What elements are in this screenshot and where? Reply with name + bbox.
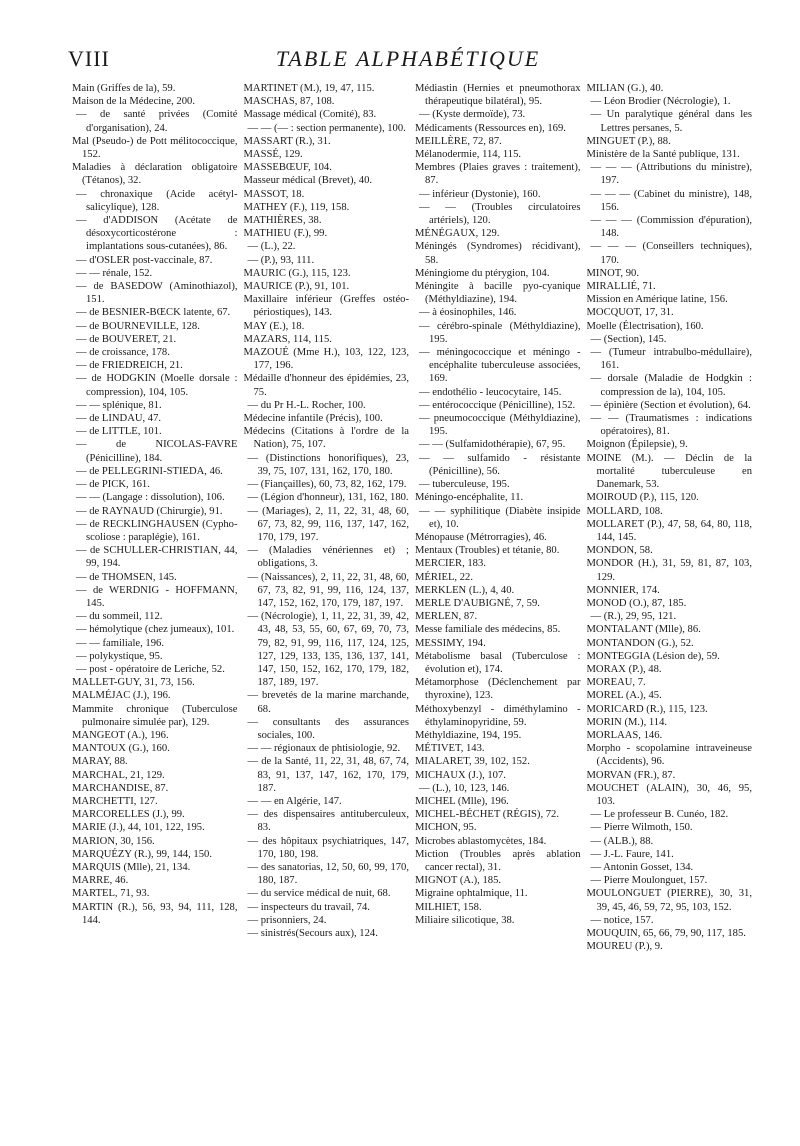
- index-entry: — de PELLEGRINI-STIEDA, 46.: [76, 465, 223, 477]
- index-entry: MILHIET, 158.: [415, 901, 482, 913]
- index-entry: — — sulfamido - résistante (Pénicilline), 56.: [419, 452, 581, 477]
- index-entry: — Antonin Gosset, 134.: [590, 861, 694, 873]
- index-column-4: [587, 82, 753, 1132]
- index-entry: — inspecteurs du travail, 74.: [247, 901, 370, 913]
- index-entry: Médiastin (Hernies et pneumothorax thérapeutique bilatéral), 95.: [415, 83, 581, 108]
- index-entry: MARCHANDISE, 87.: [72, 782, 169, 794]
- index-entry: — de WERDNIG - HOFFMANN, 145.: [76, 584, 238, 609]
- index-entry: — à éosinophiles, 146.: [419, 307, 517, 319]
- index-entry: MASSEBŒUF, 104.: [243, 162, 332, 174]
- index-entry: — (R.), 29, 95, 121.: [590, 611, 677, 623]
- index-entry: — (Maladies vénériennes et) ; obligations, 3.: [247, 545, 409, 570]
- index-entry: MOUCHET (ALAIN), 30, 46, 95, 103.: [586, 782, 752, 807]
- index-entry: MARQUÉZY (R.), 99, 144, 150.: [72, 848, 212, 860]
- index-entry: MILIAN (G.), 40.: [586, 83, 664, 94]
- index-entry: Médecine infantile (Précis), 100.: [243, 413, 383, 425]
- index-entry: MARION, 30, 156.: [72, 835, 155, 847]
- index-entry: MOIROUD (P.), 115, 120.: [586, 492, 699, 504]
- index-entry: MANGEOT (A.), 196.: [72, 729, 169, 741]
- index-entry: — — (Traumatismes : indications opératoires), 81.: [590, 413, 752, 438]
- running-title: TABLE ALPHABÉTIQUE: [275, 46, 541, 71]
- index-entry: Miliaire silicotique, 38.: [415, 914, 515, 926]
- index-entry: — (Distinctions honorifiques), 23, 39, 75, 107, 131, 162, 170, 180.: [247, 452, 409, 477]
- index-entry: Ministère de la Santé publique, 131.: [586, 149, 740, 161]
- index-entry: — — — (Attributions du ministre), 197.: [590, 162, 752, 187]
- index-entry: — épinière (Section et évolution), 64.: [590, 399, 751, 411]
- index-entry: MAZOUÉ (Mme H.), 103, 122, 123, 177, 196.: [243, 347, 409, 372]
- index-entry: MOCQUOT, 17, 31.: [586, 307, 674, 319]
- index-entry: — dorsale (Maladie de Hodgkin : compression de la), 104, 105.: [590, 373, 752, 398]
- index-entry: — Pierre Moulonguet, 157.: [590, 875, 708, 887]
- index-entry: MÉNÉGAUX, 129.: [415, 228, 500, 240]
- index-entry: MOUQUIN, 65, 66, 79, 90, 117, 185.: [586, 928, 746, 939]
- index-entry: MONNIER, 174.: [586, 584, 660, 596]
- index-entry: — (Section), 145.: [590, 333, 667, 345]
- index-entry: MANTOUX (G.), 160.: [72, 743, 170, 755]
- index-entry: MIRALLIÉ, 71.: [586, 281, 656, 293]
- index-entry: — (Fiançailles), 60, 73, 82, 162, 179.: [247, 479, 407, 491]
- index-entry: — de THOMSEN, 145.: [76, 571, 177, 583]
- index-entry: — pneumococcique (Méthyldiazine), 195.: [419, 413, 581, 438]
- index-entry: MARTEL, 71, 93.: [72, 888, 150, 900]
- index-entry: MÉRIEL, 22.: [415, 571, 473, 583]
- index-entry: — de HODGKIN (Moelle dorsale : compression), 104, 105.: [76, 373, 238, 398]
- index-entry: — — régionaux de phtisiologie, 92.: [247, 743, 401, 755]
- index-entry: — du Pr H.-L. Rocher, 100.: [247, 399, 366, 411]
- index-entry: — inférieur (Dystonie), 160.: [419, 188, 541, 200]
- index-entry: Métamorphose (Déclenchement par thyroxine), 123.: [415, 677, 581, 702]
- index-entry: — de santé privées (Comité d'organisation), 24.: [76, 109, 238, 134]
- index-entry: — de croissance, 178.: [76, 347, 170, 359]
- index-entry: Mentaux (Troubles) et tétanie, 80.: [415, 545, 560, 557]
- index-entry: MAY (E.), 18.: [243, 320, 305, 332]
- index-entry: — méningococcique et méningo - encéphalite tuberculeuse associées, 169.: [419, 347, 581, 385]
- index-entry: Métabolisme basal (Tuberculose : évolution et), 174.: [415, 650, 581, 675]
- index-entry: Maladies à déclaration obligatoire (Tétanos), 32.: [72, 162, 238, 187]
- index-entry: MAURIC (G.), 115, 123.: [243, 267, 351, 279]
- index-entry: — — familiale, 196.: [76, 637, 164, 649]
- index-entry: MOLLARD, 108.: [586, 505, 663, 517]
- index-entry: — de FRIEDREICH, 21.: [76, 360, 183, 372]
- index-entry: — consultants des assurances sociales, 100.: [247, 716, 409, 741]
- index-column-3: [415, 82, 581, 1132]
- index-entry: — — (Sulfamidothérapie), 67, 95.: [419, 439, 566, 451]
- index-entry: MAZARS, 114, 115.: [243, 333, 332, 345]
- index-entry: MAURICE (P.), 91, 101.: [243, 281, 350, 293]
- index-entry: MONTEGGIA (Lésion de), 59.: [586, 650, 720, 662]
- index-entry: MALMÉJAC (J.), 196.: [72, 690, 171, 702]
- index-entry: MATHEY (F.), 119, 158.: [243, 201, 350, 213]
- index-entry: — Le professeur B. Cunéo, 182.: [590, 809, 729, 821]
- index-entry: MASSOT, 18.: [243, 188, 305, 200]
- index-entry: — de RAYNAUD (Chirurgie), 91.: [76, 505, 223, 517]
- index-entry: MINOT, 90.: [586, 267, 639, 279]
- index-entry: — sinistrés(Secours aux), 124.: [247, 928, 378, 939]
- index-entry: MICHAUX (J.), 107.: [415, 769, 506, 781]
- index-entry: — des dispensaires antituberculeux, 83.: [247, 809, 409, 834]
- index-entry: Mélanodermie, 114, 115.: [415, 149, 522, 161]
- index-entry: — (Tumeur intrabulbo-médullaire), 161.: [590, 347, 752, 372]
- index-entry: Mission en Amérique latine, 156.: [586, 294, 728, 306]
- index-entry: — endothélio - leucocytaire, 145.: [419, 386, 562, 398]
- index-entry: MICHON, 95.: [415, 822, 477, 834]
- index-entry: MERLEN, 87.: [415, 611, 478, 623]
- index-entry: Méningo-encéphalite, 11.: [415, 492, 524, 504]
- index-entry: MASCHAS, 87, 108.: [243, 96, 335, 108]
- index-entry: MALLET-GUY, 31, 73, 156.: [72, 677, 195, 689]
- index-entry: MERCIER, 183.: [415, 558, 486, 570]
- index-entry: — (Nécrologie), 1, 11, 22, 31, 39, 42, 43, 48, 53, 55, 60, 67, 69, 70, 73, 79, 82, 91, 99, 116, 117, 124, 125, 127, 129, 133, 135, 136, 137, 141, 147, 150, 152, 162, 170, 179, 182, 187, 189, 197.: [247, 611, 409, 689]
- index-entry: — Pierre Wilmoth, 150.: [590, 822, 693, 834]
- index-entry: MONOD (O.), 87, 185.: [586, 597, 687, 609]
- index-entry: MARRE, 46.: [72, 875, 129, 887]
- index-entry: — prisonniers, 24.: [247, 914, 327, 926]
- index-entry: Méningiome du ptérygion, 104.: [415, 267, 550, 279]
- index-entry: Microbes ablastomycètes, 184.: [415, 835, 547, 847]
- index-entry: — de BASEDOW (Aminothiazol), 151.: [76, 281, 238, 306]
- page-header: [68, 46, 748, 80]
- index-entry: — de PICK, 161.: [76, 479, 150, 491]
- index-entry: — — — (Cabinet du ministre), 148, 156.: [590, 188, 752, 213]
- index-entry: — (P.), 93, 111.: [247, 254, 315, 266]
- index-entry: Maison de la Médecine, 200.: [72, 96, 195, 108]
- index-entry: Mammite chronique (Tuberculose pulmonaire simulée par), 129.: [72, 703, 238, 728]
- index-entry: MOUREU (P.), 9.: [586, 941, 663, 953]
- index-entry: Massage médical (Comité), 83.: [243, 109, 377, 121]
- index-entry: — hémolytique (chez jumeaux), 101.: [76, 624, 235, 636]
- index-entry: — notice, 157.: [590, 914, 654, 926]
- index-entry: MARTINET (M.), 19, 47, 115.: [243, 83, 375, 94]
- index-columns: [72, 82, 752, 1132]
- index-entry: MARIE (J.), 44, 101, 122, 195.: [72, 822, 205, 834]
- index-entry: MARCORELLES (J.), 99.: [72, 809, 185, 821]
- index-entry: — de RECKLINGHAUSEN (Cypho-scoliose : paraplégie), 161.: [76, 518, 238, 543]
- page-number: VIII: [68, 46, 110, 71]
- index-entry: — des hôpitaux psychiatriques, 147, 170, 180, 198.: [247, 835, 409, 860]
- index-entry: MASSÉ, 129.: [243, 149, 303, 161]
- index-entry: — — en Algérie, 147.: [247, 795, 342, 807]
- index-entry: — — (Troubles circulatoires artériels), 120.: [419, 201, 581, 227]
- index-entry: Ménopause (Métrorragies), 46.: [415, 531, 547, 543]
- index-entry: — de LITTLE, 101.: [76, 426, 162, 438]
- index-entry: — entérococcique (Pénicilline), 152.: [419, 399, 576, 411]
- index-entry: Main (Griffes de la), 59.: [72, 83, 176, 94]
- index-entry: — de la Santé, 11, 22, 31, 48, 67, 74, 83, 91, 137, 147, 162, 170, 179, 187.: [247, 756, 409, 794]
- index-entry: MICHEL-BÉCHET (RÉGIS), 72.: [415, 809, 559, 821]
- index-entry: — J.-L. Faure, 141.: [590, 848, 674, 860]
- index-entry: — (ALB.), 88.: [590, 835, 654, 847]
- index-entry: MARQUIS (Mlle), 21, 134.: [72, 861, 191, 873]
- index-entry: MORIN (M.), 114.: [586, 716, 668, 728]
- index-entry: MOREAU, 7.: [586, 677, 646, 689]
- index-entry: — de LINDAU, 47.: [76, 413, 162, 425]
- index-entry: Médicaments (Ressources en), 169.: [415, 122, 566, 134]
- index-entry: MARTIN (R.), 56, 93, 94, 111, 128, 144.: [72, 901, 238, 926]
- index-entry: Membres (Plaies graves : traitement), 87.: [415, 162, 581, 187]
- index-entry: MATHIEU (F.), 99.: [243, 228, 328, 240]
- index-entry: MASSART (R.), 31.: [243, 135, 331, 147]
- index-entry: — de NICOLAS-FAVRE (Pénicilline), 184.: [76, 439, 238, 464]
- index-entry: Miction (Troubles après ablation cancer rectal), 31.: [415, 848, 581, 873]
- index-entry: — de BOURNEVILLE, 128.: [76, 320, 200, 332]
- index-entry: Masseur médical (Brevet), 40.: [243, 175, 373, 187]
- index-entry: MIGNOT (A.), 185.: [415, 875, 502, 887]
- index-entry: Méningés (Syndromes) récidivant), 58.: [415, 241, 581, 266]
- index-entry: — (L.), 10, 123, 146.: [419, 782, 510, 794]
- index-entry: Moelle (Électrisation), 160.: [586, 320, 704, 332]
- index-entry: MOLLARET (P.), 47, 58, 64, 80, 118, 144, 145.: [586, 518, 752, 543]
- index-entry: Médaille d'honneur des épidémies, 23, 75.: [243, 373, 409, 398]
- index-entry: — du sommeil, 112.: [76, 611, 163, 623]
- index-entry: — de SCHULLER-CHRISTIAN, 44, 99, 194.: [76, 545, 238, 570]
- index-entry: — d'ADDISON (Acétate de désoxycorticostérone : implantations sous-cutanées), 86.: [76, 215, 238, 253]
- index-entry: — — — (Conseillers techniques), 170.: [590, 241, 752, 266]
- index-entry: — (L.), 22.: [247, 241, 296, 253]
- index-entry: MARCHETTI, 127.: [72, 795, 158, 807]
- index-entry: — cérébro-spinale (Méthyldiazine), 195.: [419, 320, 581, 345]
- index-entry: — — (Langage : dissolution), 106.: [76, 492, 225, 504]
- index-entry: MOINE (M.). — Déclin de la mortalité tuberculeuse en Danemark, 53.: [586, 452, 752, 491]
- index-entry: — brevetés de la marine marchande, 68.: [247, 690, 409, 715]
- index-entry: Maxillaire inférieur (Greffes ostéo-périostiques), 143.: [243, 294, 409, 319]
- index-entry: — (Kyste dermoïde), 73.: [419, 109, 526, 121]
- index-entry: MORVAN (FR.), 87.: [586, 769, 676, 781]
- index-entry: MONDON, 58.: [586, 545, 653, 557]
- index-entry: Migraine ophtalmique, 11.: [415, 888, 528, 900]
- index-entry: MEILLÈRE, 72, 87.: [415, 135, 502, 147]
- index-entry: — Un paralytique général dans les Lettres persanes, 5.: [590, 109, 752, 134]
- index-entry: — Léon Brodier (Nécrologie), 1.: [590, 96, 731, 108]
- index-entry: — de BESNIER-BŒCK latente, 67.: [76, 307, 231, 319]
- index-entry: MATHIÈRES, 38.: [243, 215, 322, 227]
- index-entry: — — — (Commission d'épuration), 148.: [590, 215, 752, 240]
- index-entry: — — splénique, 81.: [76, 399, 162, 411]
- index-entry: Morpho - scopolamine intraveineuse (Accidents), 96.: [586, 743, 752, 768]
- index-entry: MONDOR (H.), 31, 59, 81, 87, 103, 129.: [586, 558, 752, 583]
- index-entry: MORLAAS, 146.: [586, 729, 663, 741]
- index-entry: MORAX (P.), 48.: [586, 663, 662, 675]
- index-entry: — (Légion d'honneur), 131, 162, 180.: [247, 492, 409, 504]
- index-entry: Messe familiale des médecins, 85.: [415, 624, 561, 636]
- index-entry: — post - opératoire de Leriche, 52.: [76, 663, 225, 675]
- index-entry: Méthyldiazine, 194, 195.: [415, 729, 522, 741]
- index-entry: — du service médical de nuit, 68.: [247, 888, 391, 900]
- index-entry: MONTANDON (G.), 52.: [586, 637, 694, 649]
- index-entry: — des sanatorias, 12, 50, 60, 99, 170, 180, 187.: [247, 861, 409, 887]
- index-entry: MINGUET (P.), 88.: [586, 135, 671, 147]
- index-entry: — (Mariages), 2, 11, 22, 31, 48, 60, 67, 73, 82, 99, 116, 137, 147, 162, 170, 179, 197.: [247, 505, 409, 543]
- index-entry: — — (— : section permanente), 100.: [247, 122, 406, 134]
- index-entry: — tuberculeuse, 195.: [419, 479, 510, 491]
- index-entry: MONTALANT (Mlle), 86.: [586, 624, 701, 636]
- index-entry: — de BOUVERET, 21.: [76, 333, 177, 345]
- index-entry: Médecins (Citations à l'ordre de la Nation), 75, 107.: [243, 426, 409, 451]
- index-entry: MICHEL (Mlle), 196.: [415, 795, 509, 807]
- index-entry: MOULONGUET (PIERRE), 30, 31, 39, 45, 46, 59, 72, 95, 103, 152.: [586, 888, 752, 913]
- index-entry: Moignon (Épilepsie), 9.: [586, 439, 688, 451]
- index-entry: — (Naissances), 2, 11, 22, 31, 48, 60, 67, 73, 82, 91, 99, 116, 124, 137, 147, 152, 162, 170, 179, 187, 197.: [247, 571, 409, 609]
- index-entry: — chronaxique (Acide acétyl-salicylique), 128.: [76, 188, 238, 213]
- index-column-2: [244, 82, 410, 1132]
- index-entry: MARCHAL, 21, 129.: [72, 769, 165, 781]
- index-entry: — polykystique, 95.: [76, 650, 163, 662]
- index-entry: MARAY, 88.: [72, 756, 128, 768]
- index-column-1: [72, 82, 238, 1132]
- index-entry: Mal (Pseudo-) de Pott mélitococcique, 152.: [72, 135, 238, 161]
- index-entry: — — rénale, 152.: [76, 267, 153, 279]
- index-entry: MESSIMY, 194.: [415, 637, 486, 649]
- index-entry: — — syphilitique (Diabète insipide et), 10.: [419, 505, 581, 530]
- index-entry: MORICARD (R.), 115, 123.: [586, 703, 708, 715]
- index-entry: — d'OSLER post-vaccinale, 87.: [76, 254, 213, 266]
- index-entry: MERKLEN (L.), 4, 40.: [415, 584, 515, 596]
- index-entry: Méningite à bacille pyo-cyanique (Méthyldiazine), 194.: [415, 281, 581, 306]
- index-entry: MIALARET, 39, 102, 152.: [415, 756, 530, 768]
- index-entry: MOREL (A.), 45.: [586, 690, 662, 702]
- index-entry: MERLE D'AUBIGNÉ, 7, 59.: [415, 597, 540, 609]
- index-entry: MÉTIVET, 143.: [415, 743, 485, 755]
- index-entry: Méthoxybenzyl - diméthylamino - éthylaminopyridine, 59.: [415, 703, 581, 728]
